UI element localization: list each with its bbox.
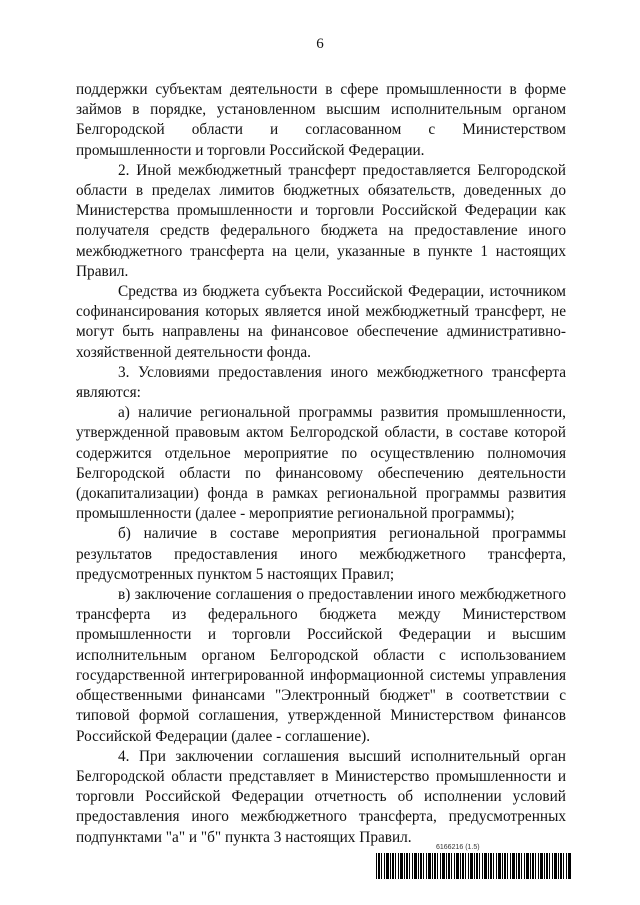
paragraph-item-3: 3. Условиями предоставления иного межбюджетного трансферта являются: (76, 363, 566, 402)
paragraph-item-2: 2. Иной межбюджетный трансферт предоставляется Белгородской области в пределах лимитов бюджетных обязательств, доведенных до Министерства промышленности и торговли Российской Федерации как получателя средств федерального бюджета на предоставление иного межбюджетного трансферта на цели, указанные в пункте 1 настоящих Правил. (76, 161, 566, 280)
document-code: 6166216 (1.5) (436, 844, 480, 851)
page-number: 6 (316, 36, 324, 52)
paragraph-continuation: поддержки субъектам деятельности в сфере промышленности в форме займов в порядке, установленном высшим исполнительным органом Белгородской области и согласованном с Министерством промышленности и торговли Российской Федерации. (76, 81, 566, 159)
paragraph-cofinancing: Средства из бюджета субъекта Российской Федерации, источником софинансирования которых является иной межбюджетный трансферт, не могут быть направлены на финансовое обеспечение административно-хозяйственной деятельности фонда. (76, 283, 566, 361)
document-body (76, 80, 566, 848)
subitem-v: в) заключение соглашения о предоставлении иного межбюджетного трансферта из федерального бюджета между Министерством промышленности и торговли Российской Федерации и высшим исполнительным органом Белгородской области с использованием государственной интегрированной информационной системы управления общественными финансами "Электронный бюджет" в соответствии с типовой формой соглашения, утвержденной Министерством финансов Российской Федерации (далее - соглашение). (76, 586, 566, 745)
barcode (376, 853, 572, 879)
paragraph-item-4: 4. При заключении соглашения высший исполнительный орган Белгородской области представляет в Министерство промышленности и торговли Российской Федерации отчетность об исполнении условий предоставления иного межбюджетного трансферта, предусмотренных подпунктами "а" и "б" пункта 3 настоящих Правил. (76, 747, 566, 846)
subitem-b: б) наличие в составе мероприятия региональной программы результатов предоставления иного межбюджетного трансферта, предусмотренных пунктом 5 настоящих Правил; (76, 525, 566, 583)
subitem-a: а) наличие региональной программы развития промышленности, утвержденной правовым актом Белгородской области, в составе которой содержится отдельное мероприятие по осуществлению полномочия Белгородской области по финансовому обеспечению деятельности (докапитализации) фонда в рамках региональной программы развития промышленности (далее - мероприятие региональной программы); (76, 404, 566, 523)
